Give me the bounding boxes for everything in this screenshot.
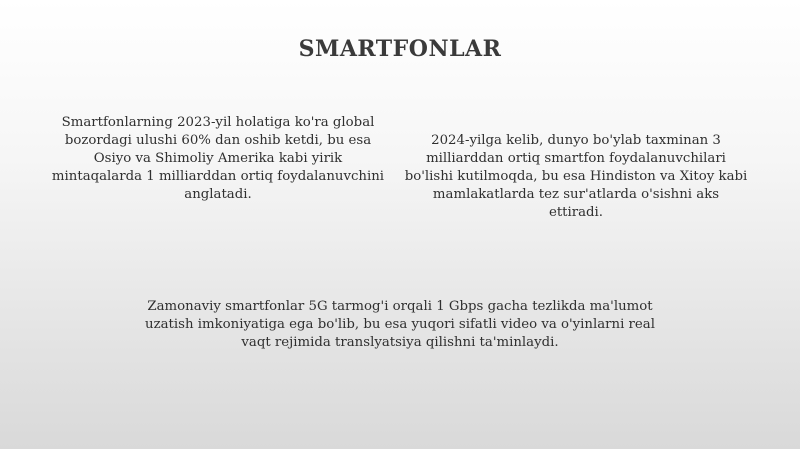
paragraph-user-forecast-2024: 2024-yilga kelib, dunyo bo'ylab taxminan 3 milliarddan ortiq smartfon foydalanuvchilari bo'lishi kutilmoqda, bu esa Hindiston va Xitoy kabi mamlakatlarda tez sur'atlarda o'sishni aks ettiradi. — [404, 133, 748, 220]
slide-title: SMARTFONLAR — [298, 36, 502, 62]
paragraph-global-market-share: Smartfonlarning 2023-yil holatiga ko'ra global bozordagi ulushi 60% dan oshib ketdi, bu esa Osiyo va Shimoliy Amerika kabi yirik mintaqalarda 1 milliarddan ortiq foydalanuvchini anglatadi. — [51, 115, 385, 202]
paragraph-5g-capabilities: Zamonaviy smartfonlar 5G tarmog'i orqali 1 Gbps gacha tezlikda ma'lumot uzatish imkoniyatiga ega bo'lib, bu esa yuqori sifatli video va o'yinlarni real vaqt rejimida translyatsiya qilishni ta'minlaydi. — [145, 299, 655, 350]
